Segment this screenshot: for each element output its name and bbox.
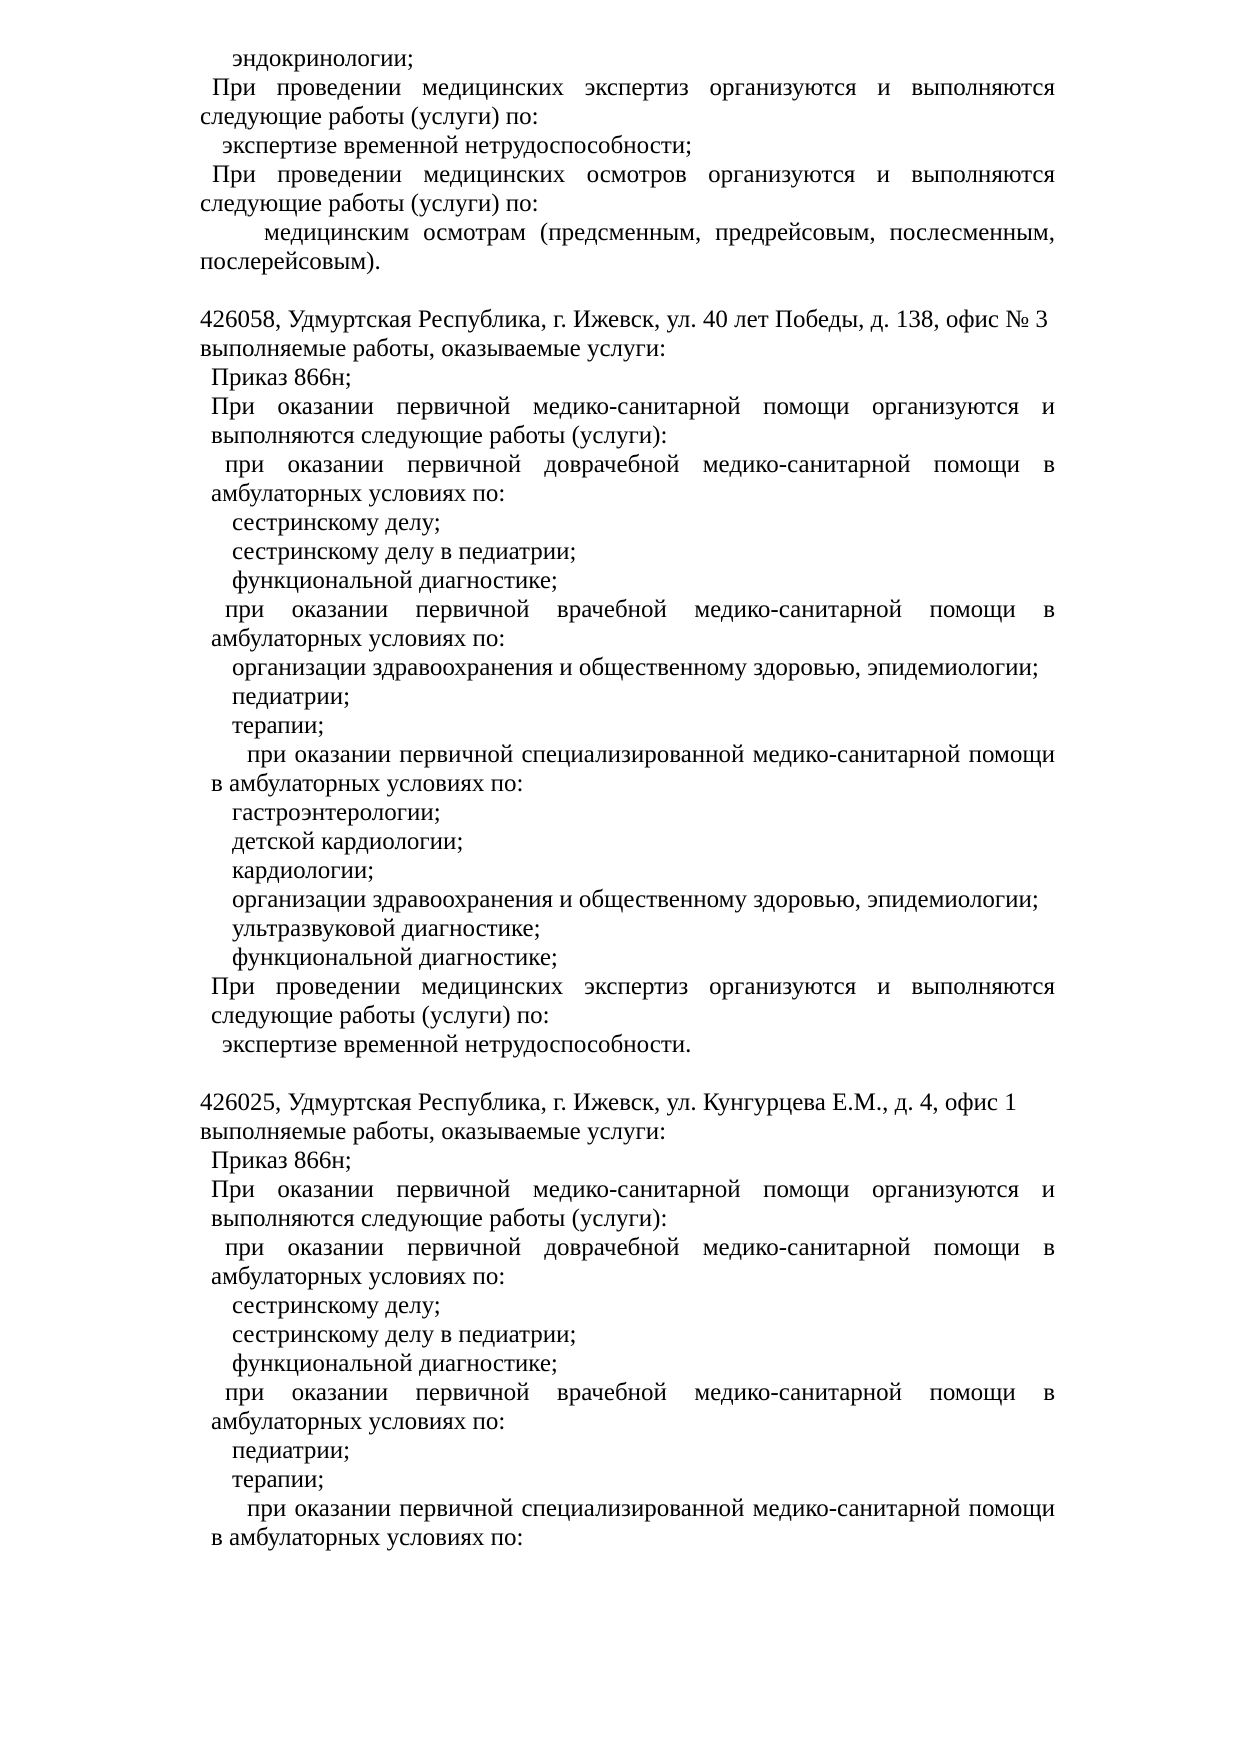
list-item: эндокринологии; xyxy=(232,45,414,72)
paragraph: при оказании первичной специализированной медико-санитарной помощи в амбулаторных условиях по: xyxy=(211,1495,1055,1551)
blank-line xyxy=(200,1059,1055,1088)
list-item: детской кардиологии; xyxy=(232,828,464,855)
paragraph: При проведении медицинских экспертиз организуются и выполняются следующие работы (услуги) по: xyxy=(211,973,1055,1029)
paragraph: медицинским осмотрам (предсменным, предрейсовым, послесменным, послерейсовым). xyxy=(200,219,1055,275)
address-line: 426058, Удмуртская Республика, г. Ижевск, ул. 40 лет Победы, д. 138, офис № 3 xyxy=(200,306,1048,333)
paragraph: при оказании первичной доврачебной медико-санитарной помощи в амбулаторных условиях по: xyxy=(211,1234,1055,1290)
list-item: сестринскому делу; xyxy=(232,509,441,536)
list-item: терапии; xyxy=(232,712,325,739)
paragraph: при оказании первичной доврачебной медико-санитарной помощи в амбулаторных условиях по: xyxy=(211,451,1055,507)
list-item: функциональной диагностике; xyxy=(232,944,558,971)
paragraph: При проведении медицинских осмотров организуются и выполняются следующие работы (услуги) по: xyxy=(200,161,1055,217)
list-item: кардиологии; xyxy=(232,857,375,884)
paragraph: При оказании первичной медико-санитарной помощи организуются и выполняются следующие работы (услуги): xyxy=(211,393,1055,449)
list-item: сестринскому делу в педиатрии; xyxy=(232,538,577,565)
list-item: функциональной диагностике; xyxy=(232,567,558,594)
order-line: Приказ 866н; xyxy=(211,364,352,391)
list-item: сестринскому делу; xyxy=(232,1292,441,1319)
paragraph: при оказании первичной врачебной медико-санитарной помощи в амбулаторных условиях по: xyxy=(211,596,1055,652)
list-item: экспертизе временной нетрудоспособности; xyxy=(222,132,693,159)
paragraph: при оказании первичной врачебной медико-санитарной помощи в амбулаторных условиях по: xyxy=(211,1379,1055,1435)
blank-line xyxy=(200,276,1055,305)
list-item: организации здравоохранения и общественному здоровью, эпидемиологии; xyxy=(232,654,1039,681)
paragraph: При оказании первичной медико-санитарной помощи организуются и выполняются следующие работы (услуги): xyxy=(211,1176,1055,1232)
list-item: педиатрии; xyxy=(232,1437,351,1464)
list-item: гастроэнтерологии; xyxy=(232,799,441,826)
list-item: сестринскому делу в педиатрии; xyxy=(232,1321,577,1348)
list-item: ультразвуковой диагностике; xyxy=(232,915,541,942)
paragraph: при оказании первичной специализированной медико-санитарной помощи в амбулаторных условиях по: xyxy=(211,741,1055,797)
list-item: организации здравоохранения и общественному здоровью, эпидемиологии; xyxy=(232,886,1039,913)
works-services-label: выполняемые работы, оказываемые услуги: xyxy=(200,1118,667,1145)
paragraph: При проведении медицинских экспертиз организуются и выполняются следующие работы (услуги) по: xyxy=(200,74,1055,130)
list-item: терапии; xyxy=(232,1466,325,1493)
list-item: педиатрии; xyxy=(232,683,351,710)
address-line: 426025, Удмуртская Республика, г. Ижевск, ул. Кунгурцева Е.М., д. 4, офис 1 xyxy=(200,1089,1017,1116)
order-line: Приказ 866н; xyxy=(211,1147,352,1174)
list-item: функциональной диагностике; xyxy=(232,1350,558,1377)
works-services-label: выполняемые работы, оказываемые услуги: xyxy=(200,335,667,362)
list-item: экспертизе временной нетрудоспособности. xyxy=(222,1031,692,1058)
